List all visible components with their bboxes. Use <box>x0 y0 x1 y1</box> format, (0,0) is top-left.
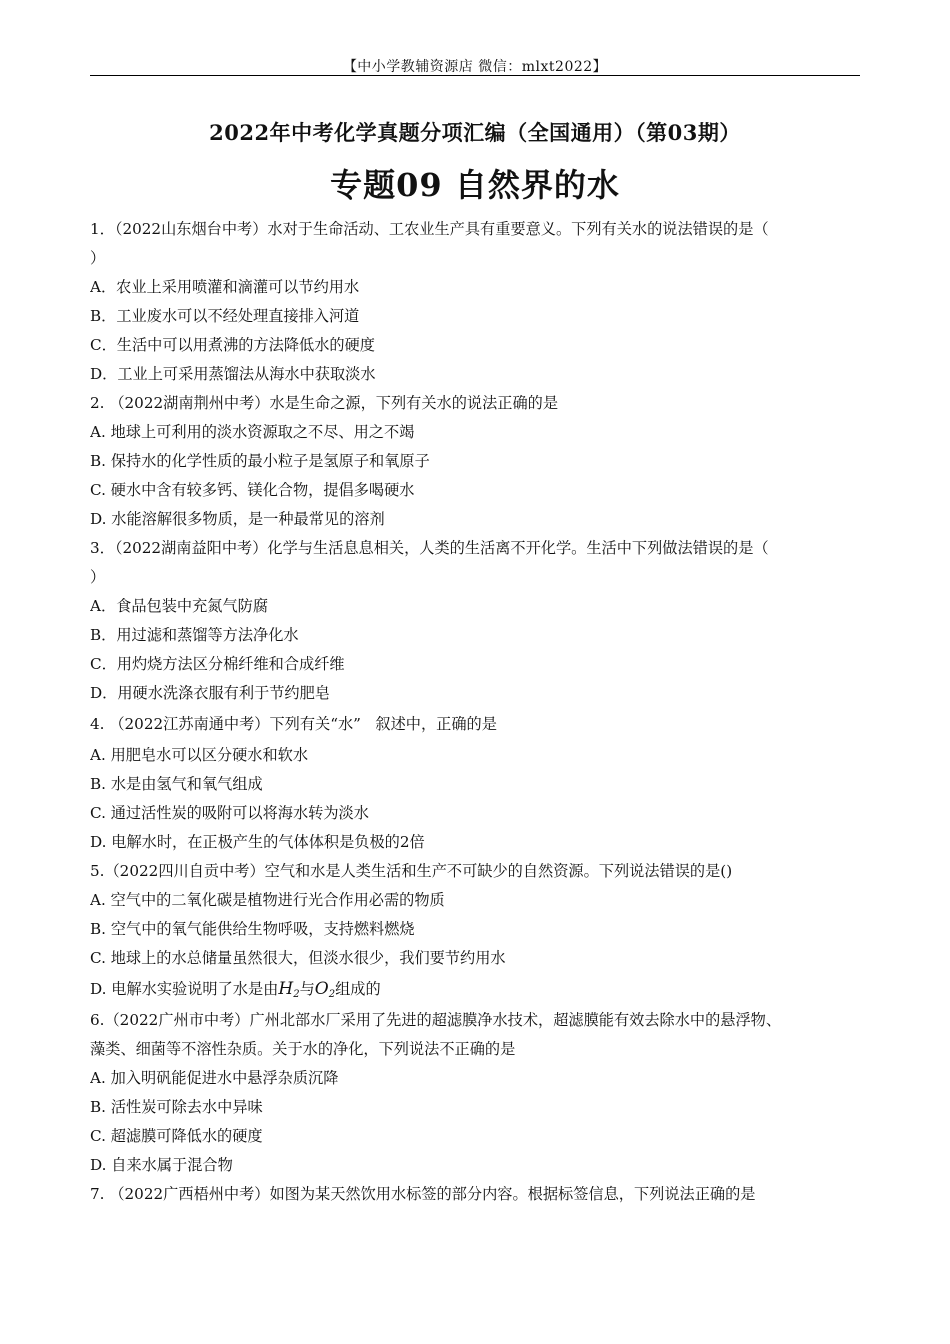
question-stem-continued: ） <box>90 568 106 586</box>
question-5 <box>90 857 862 1006</box>
question-stem: 4. （2022江苏南通中考）下列有关“水” 叙述中，正确的是 <box>90 715 497 733</box>
option-d-suffix: 组成的 <box>335 980 381 998</box>
question-7 <box>90 1180 862 1209</box>
question-stem: 7. （2022广西梧州中考）如图为某天然饮用水标签的部分内容。根据标签信息，下列说法正确的是 <box>90 1185 756 1203</box>
option-d: D. 自来水属于混合物 <box>90 1156 233 1174</box>
option-a: A. 用肥皂水可以区分硬水和软水 <box>90 746 309 764</box>
hydrogen-symbol: H <box>278 979 294 999</box>
option-d: D. 水能溶解很多物质，是一种最常见的溶剂 <box>90 510 385 528</box>
page-header: 【中小学教辅资源店 微信：mlxt2022】 <box>342 59 608 75</box>
option-d-prefix: D. 电解水实验说明了水是由 <box>90 980 279 998</box>
header-divider <box>90 75 860 76</box>
option-b: B．用过滤和蒸馏等方法净化水 <box>90 626 299 644</box>
option-a: A．农业上采用喷灌和滴灌可以节约用水 <box>90 278 360 296</box>
question-3 <box>90 534 862 708</box>
hydrogen-subscript: 2 <box>293 989 300 1000</box>
option-b: B. 活性炭可除去水中异味 <box>90 1098 263 1116</box>
option-a: A. 加入明矾能促进水中悬浮杂质沉降 <box>90 1069 339 1087</box>
question-stem: 5.（2022四川自贡中考）空气和水是人类生活和生产不可缺少的自然资源。下列说法错误的是() <box>90 862 733 880</box>
option-b: B．工业废水可以不经处理直接排入河道 <box>90 307 360 325</box>
question-stem: 6.（2022广州市中考）广州北部水厂采用了先进的超滤膜净水技术，超滤膜能有效去除水中的悬浮物、 <box>90 1011 782 1029</box>
option-a: A. 地球上可利用的淡水资源取之不尽、用之不竭 <box>90 423 415 441</box>
option-b: B. 空气中的氧气能供给生物呼吸，支持燃料燃烧 <box>90 920 415 938</box>
option-b: B. 保持水的化学性质的最小粒子是氢原子和氧原子 <box>90 452 430 470</box>
oxygen-symbol: O <box>314 979 329 999</box>
option-b: B. 水是由氢气和氧气组成 <box>90 775 263 793</box>
topic-title: 专题09 自然界的水 <box>330 166 620 204</box>
option-d: D．用硬水洗涤衣服有利于节约肥皂 <box>90 684 330 702</box>
option-c: C. 通过活性炭的吸附可以将海水转为淡水 <box>90 804 369 822</box>
option-d-mid: 与 <box>299 980 315 998</box>
option-d <box>90 973 862 1006</box>
question-1 <box>90 215 862 389</box>
option-a: A. 空气中的二氧化碳是植物进行光合作用必需的物质 <box>90 891 445 909</box>
option-d: D．工业上可采用蒸馏法从海水中获取淡水 <box>90 365 376 383</box>
question-stem: 1．（2022山东烟台中考）水对于生命活动、工农业生产具有重要意义。下列有关水的说法错误的是（ <box>90 220 769 238</box>
option-c: C．用灼烧方法区分棉纤维和合成纤维 <box>90 655 345 673</box>
question-stem-continued: ） <box>90 249 106 267</box>
option-c: C. 地球上的水总储量虽然很大，但淡水很少，我们要节约用水 <box>90 949 506 967</box>
question-2 <box>90 389 862 534</box>
option-c: C. 超滤膜可降低水的硬度 <box>90 1127 263 1145</box>
question-list <box>90 215 862 1209</box>
question-6 <box>90 1006 862 1180</box>
option-c: C. 硬水中含有较多钙、镁化合物，提倡多喝硬水 <box>90 481 415 499</box>
question-stem: 3．（2022湖南益阳中考）化学与生活息息相关，人类的生活离不开化学。生活中下列做法错误的是（ <box>90 539 769 557</box>
oxygen-formula <box>315 979 335 999</box>
question-stem: 2. （2022湖南荆州中考）水是生命之源，下列有关水的说法正确的是 <box>90 394 559 412</box>
option-d: D. 电解水时，在正极产生的气体体积是负极的2倍 <box>90 833 425 851</box>
question-4 <box>90 708 862 857</box>
question-stem-continued: 藻类、细菌等不溶性杂质。关于水的净化，下列说法不正确的是 <box>90 1040 516 1058</box>
hydrogen-formula <box>278 979 299 999</box>
option-a: A．食品包装中充氮气防腐 <box>90 597 269 615</box>
document-title: 2022年中考化学真题分项汇编（全国通用）（第03期） <box>209 120 741 145</box>
oxygen-subscript: 2 <box>328 989 336 1000</box>
option-c: C．生活中可以用煮沸的方法降低水的硬度 <box>90 336 375 354</box>
